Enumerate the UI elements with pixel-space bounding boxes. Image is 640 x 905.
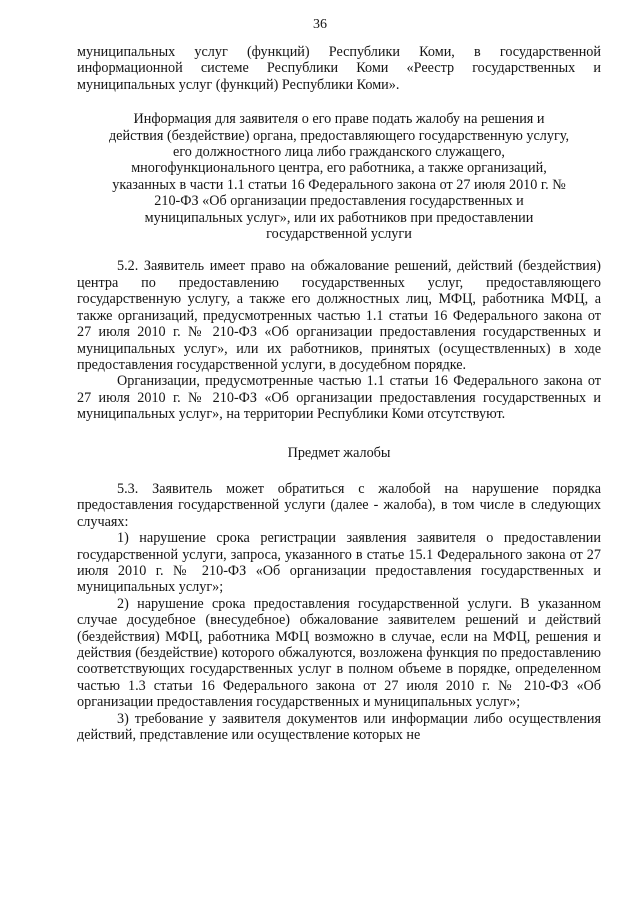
paragraph-organizations: Организации, предусмотренные частью 1.1 статьи 16 Федерального закона от 27 июля 2010 г. № 210-ФЗ «Об организации предоставления государственных и муниципальных услуг», на территории Республики Коми отсутствуют. <box>77 373 601 423</box>
paragraph-5-2: 5.2. Заявитель имеет право на обжалование решений, действий (бездействия) центра по предоставлению государственных услуг, предоставляющего государственную услугу, а также его должностных лиц, МФЦ, работника МФЦ, а также организаций, предусмотренных частью 1.1 статьи 16 Федерального закона от 27 июля 2010 г. № 210-ФЗ «Об организации предоставления государственных и муниципальных услуг», или их работников, принятых (осуществленных) в ходе предоставления государственной услуги, в досудебном порядке. <box>77 258 601 373</box>
list-item: 2) нарушение срока предоставления государственной услуги. В указанном случае досудебное (внесудебное) обжалование заявителем решений и действий (бездействия) МФЦ, работника МФЦ возможно в случае, если на МФЦ, решения и действия (бездействие) которого обжалуются, возложена функция по предоставлению соответствующих государственных услуг в полном объеме в порядке, определенном частью 1.3 статьи 16 Федерального закона от 27 июля 2010 г. № 210-ФЗ «Об организации предоставления государственных и муниципальных услуг»; <box>77 595 601 711</box>
spacer <box>77 423 601 445</box>
section-heading-complaint-subject: Предмет жалобы <box>287 444 391 461</box>
intro-paragraph: муниципальных услуг (функций) Республики Коми, в государственной информационной системе Республики Коми «Реестр государственных и муниципальных услуг (функций) Республики Коми». <box>77 44 601 93</box>
spacer <box>77 461 601 481</box>
section-heading-complaint-rights: Информация для заявителя о его праве подать жалобу на решения и действия (бездействие) органа, предоставляющего государственную услугу, его должностного лица либо гражданского служащего, многофункционального центра, его работника, а также организаций, указанных в части 1.1 статьи 16 Федерального закона от 27 июля 2010 г. № 210-ФЗ «Об организации предоставления государственных и муниципальных услуг», или их работников при предоставлении государственной услуги <box>108 111 570 243</box>
document-body <box>77 44 601 743</box>
paragraph-5-3: 5.3. Заявитель может обратиться с жалобой на нарушение порядка предоставления государственной услуги (далее - жалоба), в том числе в следующих случаях: <box>77 480 601 530</box>
spacer <box>77 93 601 111</box>
list-item: 1) нарушение срока регистрации заявления заявителя о предоставлении государственной услуги, запроса, указанного в статье 15.1 Федерального закона от 27 июля 2010 г. № 210-ФЗ «Об организации предоставления государственных и муниципальных услуг»; <box>77 530 601 596</box>
spacer <box>77 242 601 258</box>
list-item: 3) требование у заявителя документов или информации либо осуществления действий, представление или осуществление которых не <box>77 710 601 744</box>
page-number: 36 <box>313 17 327 32</box>
